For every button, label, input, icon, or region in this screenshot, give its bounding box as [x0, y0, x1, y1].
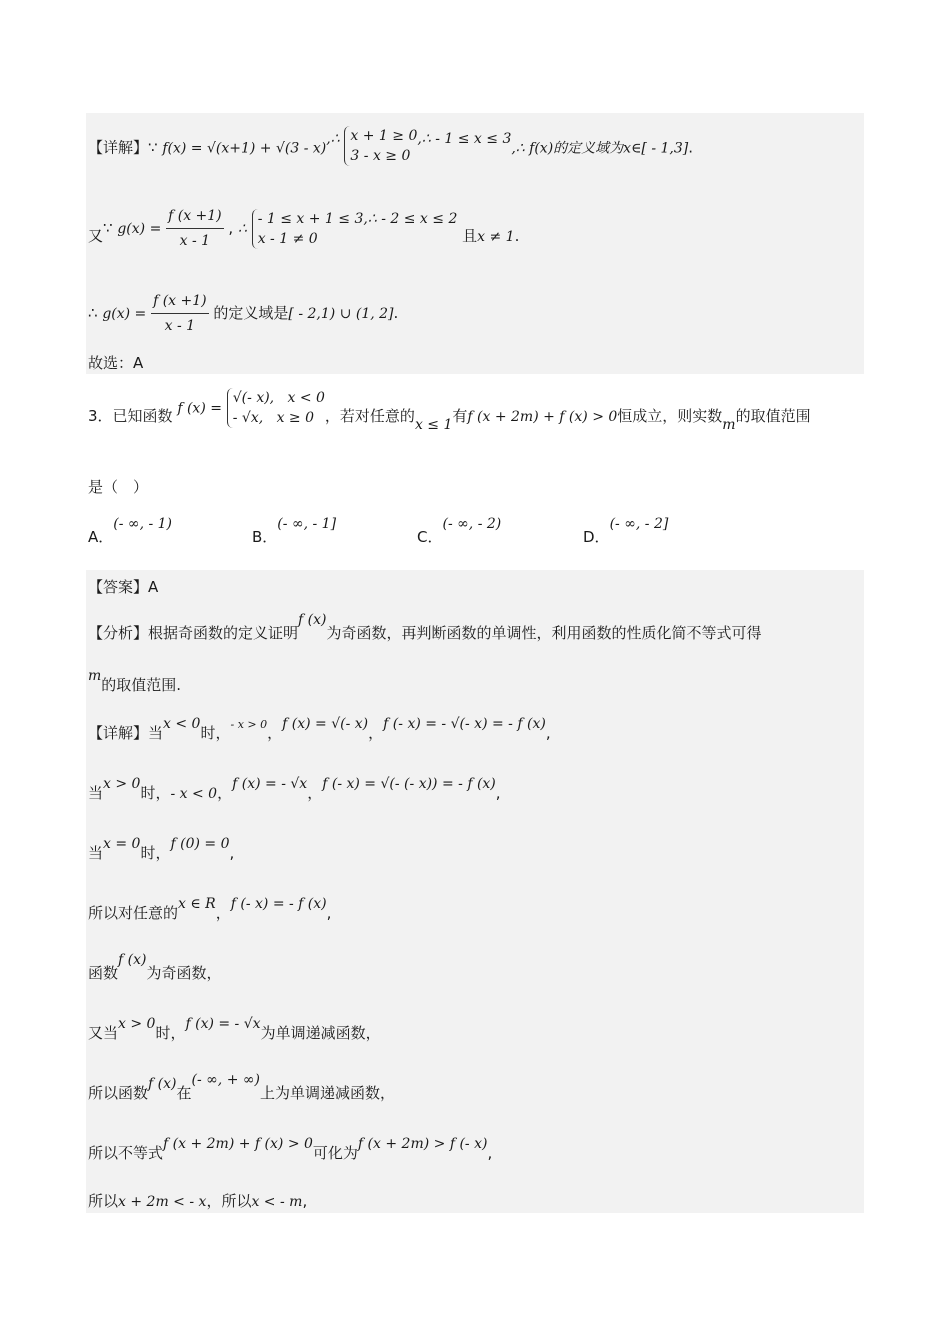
detail2-line9	[88, 1190, 307, 1213]
option-value: (- ∞, - 2)	[442, 516, 502, 532]
equation: f (x) = √(- x)	[282, 716, 369, 732]
text: 为单调递减函数，	[260, 1024, 381, 1042]
condition: x ≤ 1	[414, 416, 453, 433]
analysis-text: 根据奇函数的定义证明	[148, 624, 299, 642]
detail1-line2	[88, 205, 519, 252]
text: 当	[88, 784, 104, 802]
text: ，	[307, 784, 323, 802]
g-lhs: g(x) =	[102, 306, 147, 322]
choice-line: 故选：A	[88, 354, 144, 372]
detail2-line3	[88, 836, 235, 865]
detail-tag: 【详解】	[88, 138, 149, 157]
constraint-2: 3 - x ≥ 0	[350, 148, 411, 164]
variable-m: m	[88, 668, 102, 684]
text: ,	[302, 1192, 308, 1210]
detail2-line6	[88, 1016, 381, 1045]
option-value: (- ∞, - 1]	[277, 516, 337, 532]
therefore-symbol: ∴	[237, 221, 247, 237]
text: 在	[176, 1084, 192, 1102]
period: .	[688, 138, 694, 157]
fraction-numerator: f (x +1)	[166, 205, 224, 229]
option-label: B．	[252, 528, 278, 546]
variable-m: m	[722, 416, 736, 433]
equation: f (x) = - √x	[185, 1016, 261, 1032]
equation: f (x)	[118, 952, 147, 968]
piecewise-lhs: f (x) =	[177, 400, 222, 417]
question-3-line2: 是（ ）	[88, 478, 149, 496]
text: 所以对任意的	[88, 904, 179, 922]
constraint-1: - 1 ≤ x + 1 ≤ 3	[257, 210, 364, 227]
analysis-line1	[88, 612, 762, 645]
detail2-line5	[88, 952, 222, 985]
detail2-line2	[88, 776, 501, 805]
range-result: ,∴ - 1 ≤ x ≤ 3	[417, 130, 512, 147]
text: 当	[148, 724, 164, 742]
question-3-line1	[88, 388, 811, 433]
text: 函数	[88, 964, 119, 982]
question-text: 的取值范围	[735, 406, 811, 425]
fraction-denominator: x - 1	[179, 233, 211, 249]
text: ，	[368, 724, 384, 742]
option-c[interactable]	[417, 512, 502, 546]
condition: x = 0	[103, 836, 141, 852]
analysis-line2	[88, 668, 182, 697]
because-symbol: ∵	[103, 219, 113, 237]
piece-1-cond: x < 0	[287, 390, 325, 406]
equation: x < - m	[251, 1194, 303, 1210]
analysis-tag: 【分析】	[88, 624, 149, 642]
function-fx: f (x)	[298, 612, 327, 628]
because-symbol: ∵	[148, 138, 158, 157]
condition: - x > 0	[230, 718, 268, 731]
detail1-line1	[88, 128, 693, 168]
answer-line: 【答案】A	[88, 578, 159, 596]
period: .	[514, 227, 520, 245]
detail2-line7	[88, 1072, 396, 1105]
option-label: A．	[88, 528, 114, 546]
function-definition: f(x) = √(x+1) + √(3 - x)	[162, 140, 327, 157]
question-text: ，若对任意的	[324, 406, 415, 425]
therefore-symbol: ∴	[88, 304, 98, 322]
equation: (- ∞, + ∞)	[191, 1072, 260, 1088]
constraint-system	[252, 209, 364, 249]
piecewise-definition	[227, 388, 325, 428]
text: 时，	[140, 844, 171, 862]
text: ，	[217, 784, 233, 802]
text: ，所以	[206, 1192, 252, 1210]
text: 所以函数	[88, 1084, 149, 1102]
text: ,	[545, 724, 551, 742]
g-lhs: g(x) =	[117, 221, 162, 237]
option-label: C．	[417, 528, 443, 546]
equation: f (x)	[148, 1076, 177, 1092]
question-number: 3．已知函数	[88, 406, 173, 425]
condition: x < 0	[163, 716, 201, 732]
equation: f (x) = - √x	[232, 776, 308, 792]
constraint-2: x - 1 ≠ 0	[257, 230, 318, 247]
condition: x ≠ 1	[477, 229, 515, 245]
piece-2-expr: - √x,	[232, 410, 264, 426]
solution-block-2	[86, 570, 864, 1213]
text: ,	[495, 784, 501, 802]
g-fraction	[166, 205, 224, 252]
and-text: 且	[462, 227, 478, 245]
text: 所以不等式	[88, 1144, 164, 1162]
prefix-text: 又	[88, 227, 104, 245]
question-text: 有	[452, 406, 468, 425]
therefore-symbol: ,∴	[326, 130, 340, 147]
text: 为奇函数，	[146, 964, 222, 982]
text: 可化为	[312, 1144, 358, 1162]
domain-text: ,∴ f(x)的定义域为	[511, 140, 624, 157]
option-value: (- ∞, - 2]	[609, 516, 669, 532]
domain-value: [ - 2,1) ∪ (1, 2]	[288, 306, 394, 322]
condition: x > 0	[103, 776, 141, 792]
fraction-numerator: f (x +1)	[151, 290, 209, 314]
constraint-system	[344, 126, 417, 166]
condition: - x < 0	[170, 786, 218, 802]
option-b[interactable]	[252, 512, 337, 546]
text: 当	[88, 844, 104, 862]
fraction-denominator: x - 1	[164, 318, 196, 334]
question-text: 恒成立，则实数	[617, 406, 723, 425]
period: .	[393, 304, 399, 322]
equation: f (x + 2m) + f (x) > 0	[163, 1136, 313, 1152]
option-d[interactable]	[583, 512, 669, 546]
option-value: (- ∞, - 1)	[113, 516, 173, 532]
domain-text: 的定义域是	[213, 304, 289, 322]
detail1-line3	[88, 290, 398, 337]
equation: f (- x) = √(- (- x)) = - f (x)	[322, 776, 496, 792]
text: 时，	[155, 1024, 186, 1042]
detail2-line1	[88, 716, 551, 746]
inequality: f (x + 2m) + f (x) > 0	[467, 408, 618, 425]
option-a[interactable]	[88, 512, 173, 546]
text: 上为单调递减函数，	[260, 1084, 396, 1102]
range-result: ,∴ - 2 ≤ x ≤ 2	[363, 211, 458, 227]
domain-value: x∈[ - 1,3]	[623, 140, 689, 157]
text: 时，	[140, 784, 171, 802]
equation: f (- x) = - f (x)	[230, 896, 327, 912]
piece-2-cond: x ≥ 0	[276, 410, 314, 426]
condition: x ∈ R	[178, 896, 216, 912]
condition: x > 0	[118, 1016, 156, 1032]
equation: x + 2m < - x	[118, 1194, 207, 1210]
detail2-line4	[88, 896, 332, 925]
text: 又当	[88, 1024, 119, 1042]
text: 时，	[200, 724, 231, 742]
comma: ,	[228, 219, 234, 237]
constraint-1: x + 1 ≥ 0	[350, 128, 418, 144]
text: ,	[326, 904, 332, 922]
equation: f (0) = 0	[170, 836, 230, 852]
analysis-text: 为奇函数，再判断函数的单调性，利用函数的性质化简不等式可得	[326, 624, 762, 642]
analysis-text: 的取值范围.	[101, 676, 182, 694]
piece-1-expr: √(- x),	[232, 390, 275, 406]
text: 所以	[88, 1192, 119, 1210]
equation: f (x + 2m) > f (- x)	[357, 1136, 488, 1152]
g-fraction	[151, 290, 209, 337]
equation: f (- x) = - √(- x) = - f (x)	[383, 716, 546, 732]
text: ，	[215, 904, 231, 922]
text: ,	[229, 844, 235, 862]
text: ,	[487, 1144, 493, 1162]
text: ，	[267, 724, 283, 742]
detail2-line8	[88, 1136, 493, 1165]
option-label: D．	[583, 528, 610, 546]
detail-tag: 【详解】	[88, 724, 149, 742]
